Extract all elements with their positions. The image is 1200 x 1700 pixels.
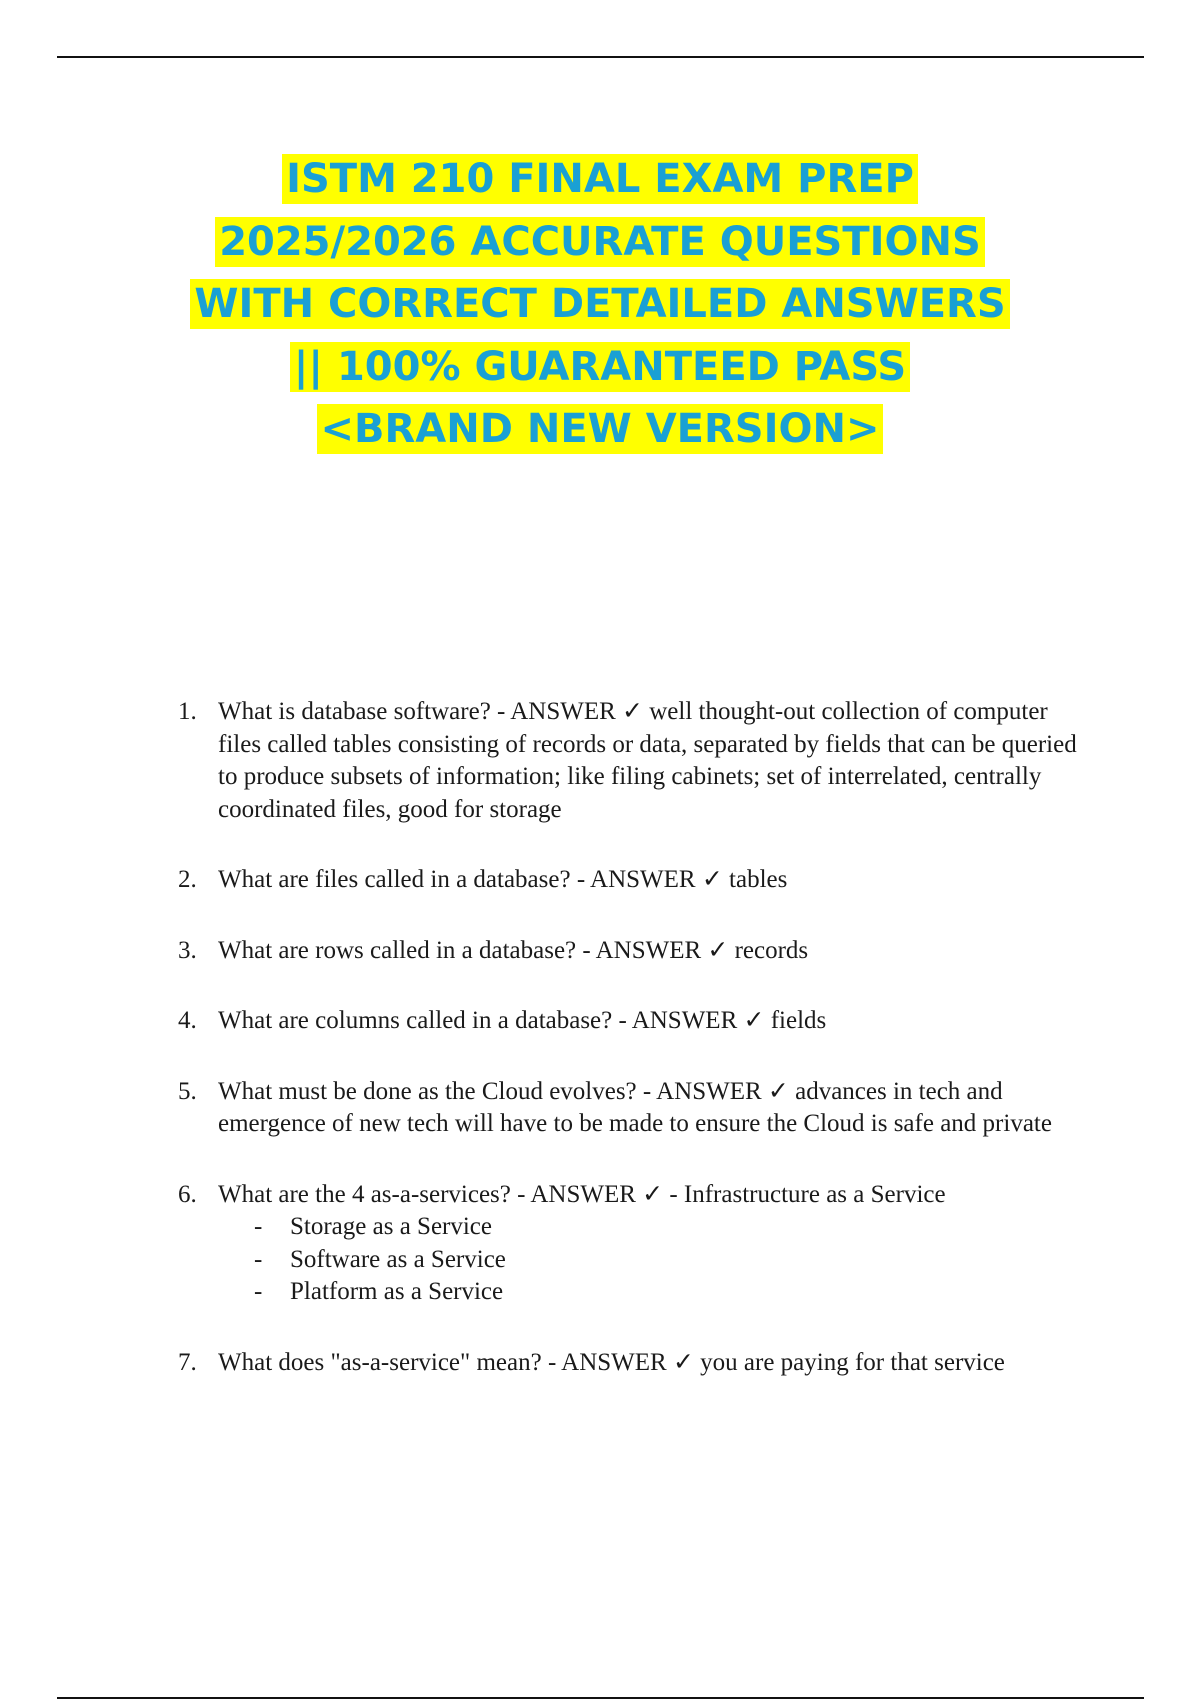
title-line-2: [0, 211, 1200, 274]
dash-bullet: -: [254, 1213, 263, 1240]
question-number: 3.: [178, 936, 197, 964]
sub-item-list: [218, 1211, 1088, 1309]
question-item-6: [0, 1179, 1088, 1309]
dash-bullet: -: [254, 1278, 263, 1305]
sub-item-text: Platform as a Service: [290, 1278, 504, 1305]
title-line-3: [0, 273, 1200, 336]
question-number: 1.: [178, 698, 197, 725]
question-text: What are the 4 as-a-services? - ANSWER ✓ - Infrastructure as a Service: [218, 1180, 946, 1208]
title-line-1-text: ISTM 210 FINAL EXAM PREP: [282, 154, 918, 204]
question-list: [0, 696, 1200, 1417]
question-item-3: [0, 935, 1088, 968]
question-number: 2.: [178, 866, 197, 893]
title-line-4: [0, 336, 1200, 399]
sub-item: [218, 1211, 1088, 1244]
top-rule: [57, 56, 1144, 58]
question-text: What are files called in a database? - ANSWER ✓ tables: [218, 866, 788, 893]
title-line-4-text: || 100% GUARANTEED PASS: [290, 342, 910, 392]
question-item-1: [0, 696, 1088, 826]
question-number: 7.: [178, 1348, 197, 1376]
question-item-2: [0, 864, 1088, 897]
question-item-7: [0, 1347, 1088, 1380]
title-line-3-text: WITH CORRECT DETAILED ANSWERS: [190, 279, 1009, 329]
question-number: 5.: [178, 1077, 197, 1105]
title-line-5-text: <BRAND NEW VERSION>: [317, 404, 884, 454]
bottom-rule: [57, 1697, 1144, 1699]
sub-item: [218, 1244, 1088, 1277]
title-line-2-text: 2025/2026 ACCURATE QUESTIONS: [215, 217, 985, 267]
question-text: What are columns called in a database? - ANSWER ✓ fields: [218, 1007, 827, 1034]
title-line-5: [0, 398, 1200, 461]
sub-item: [218, 1276, 1088, 1309]
document-title: [0, 148, 1200, 461]
dash-bullet: -: [254, 1245, 263, 1273]
question-number: 6.: [178, 1180, 197, 1208]
question-text: What is database software? - ANSWER ✓ well thought-out collection of computer files called tables consisting of records or data, separated by fields that can be queried to produce subsets of information; like filing cabinets; set of interrelated, centrally coordinated files, good for storage: [218, 698, 1077, 823]
question-text: What does "as-a-service" mean? - ANSWER ✓ you are paying for that service: [218, 1348, 1005, 1376]
sub-item-text: Storage as a Service: [290, 1213, 493, 1240]
question-text: What are rows called in a database? - ANSWER ✓ records: [218, 936, 809, 964]
question-text: What must be done as the Cloud evolves? - ANSWER ✓ advances in tech and emergence of new tech will have to be made to ensure the Cloud is safe and private: [218, 1077, 1052, 1137]
sub-item-text: Software as a Service: [290, 1245, 506, 1273]
question-number: 4.: [178, 1007, 197, 1034]
question-item-4: [0, 1005, 1088, 1038]
title-line-1: [0, 148, 1200, 211]
question-item-5: [0, 1076, 1088, 1141]
